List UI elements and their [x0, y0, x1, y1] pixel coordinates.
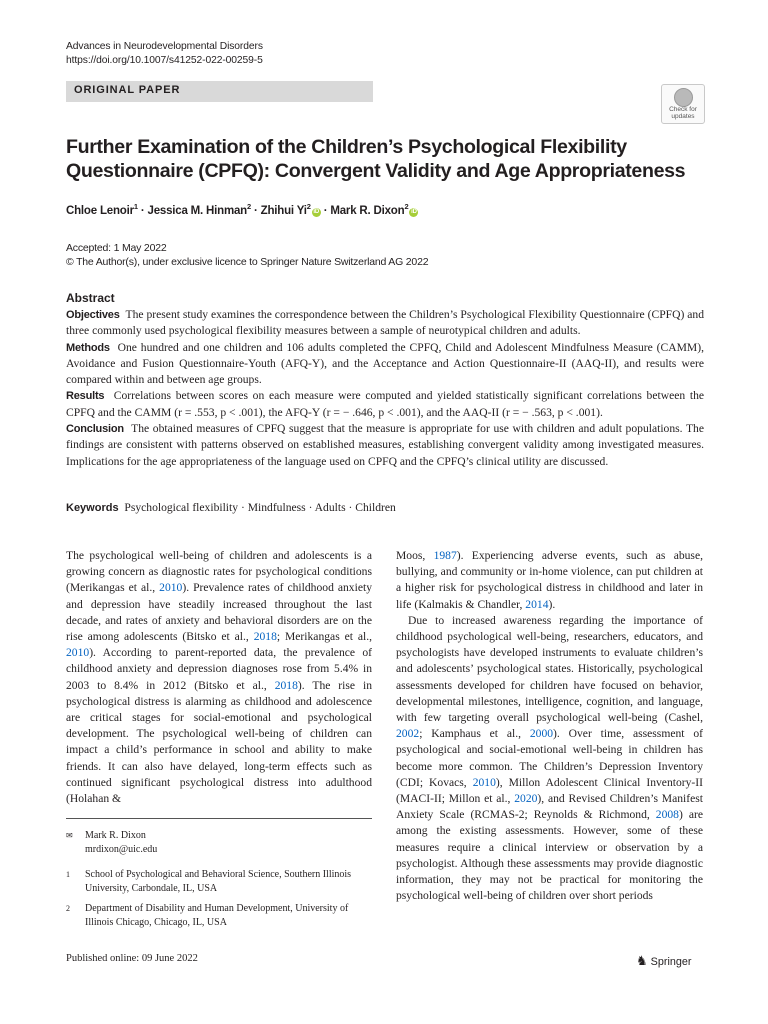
- body-text: ; Kamphaus et al.,: [419, 727, 530, 741]
- journal-name: Advances in Neurodevelopmental Disorders: [66, 41, 263, 52]
- citation-link[interactable]: 2010: [66, 646, 90, 660]
- affiliation-mark: 1: [66, 870, 70, 879]
- author-name[interactable]: Zhihui Yi: [260, 204, 307, 217]
- affiliation-1: [66, 868, 372, 895]
- footnote-divider: [66, 818, 372, 819]
- publisher-name: Springer: [650, 956, 692, 968]
- abstract-text: The present study examines the correspondence between the Children’s Psychological Flexibility Questionnaire (CPFQ) and three commonly used psychological flexibility measures between a sample of neurotypical children and adults.: [66, 308, 705, 338]
- envelope-icon: ✉: [66, 831, 73, 840]
- copyright-line: © The Author(s), under exclusive licence to Springer Nature Switzerland AG 2022: [66, 256, 429, 268]
- author-separator: ·: [320, 204, 331, 217]
- abstract-label: Conclusion: [66, 423, 124, 436]
- citation-link[interactable]: 1987: [433, 549, 457, 562]
- author-name[interactable]: Jessica M. Hinman: [147, 204, 248, 217]
- article-type-badge: [66, 81, 373, 102]
- author-separator: ·: [251, 204, 261, 217]
- body-text: ) are among the existing assessments. However, some of these measures require a clinical interview or observation by a psychologist. Although these assessments may provide diagnostic information, they may not be practical for monitoring the psychological well-being of children over short periods: [396, 808, 703, 903]
- keywords-line: [66, 501, 396, 514]
- body-text: ). The rise in psychological distress is alarming as childhood and adolescence are critical stages for social-emotional and psychological development. The psychological well-being of children can impact a child’s performance in school and ability to make friends. It can also have delayed, long-term effects such as continued significant psychological distress into adulthood (Holahan &: [66, 678, 373, 806]
- orcid-icon[interactable]: iD: [411, 208, 417, 215]
- abstract-results: [66, 388, 704, 421]
- abstract-objectives: [66, 307, 704, 340]
- abstract-label: Objectives: [66, 309, 120, 321]
- author-separator: ·: [137, 204, 148, 217]
- body-text: ).: [548, 597, 556, 611]
- contact-name: Mark R. Dixon: [85, 830, 146, 841]
- body-text: ). Over time, assessment of psychological and social-emotional well-being in children has become more common. The Children’s Depression Inventory (CDI; Kovacs,: [396, 727, 703, 789]
- body-text: ), Millon Adolescent Clinical Inventory-II (MACI-II; Millon et al.,: [396, 775, 704, 806]
- citation-link[interactable]: 2002: [396, 727, 420, 741]
- orcid-icon[interactable]: iD: [313, 208, 320, 215]
- article-dates: [66, 241, 428, 269]
- abstract-label: Methods: [66, 341, 110, 354]
- affiliation-mark: 2: [66, 904, 70, 913]
- check-updates-icon: [674, 88, 693, 107]
- accepted-date: Accepted: 1 May 2022: [66, 242, 167, 254]
- author-name[interactable]: Chloe Lenoir: [66, 204, 134, 217]
- author-list: [66, 202, 418, 217]
- abstract-body: [66, 307, 704, 470]
- affiliation-text: School of Psychological and Behavioral Science, Southern Illinois University, Carbondale, IL, USA: [85, 869, 352, 894]
- abstract-text: The obtained measures of CPFQ suggest that the measure is appropriate for use with children and adult populations. The findings are consistent with patterns observed on established measures, establishing convergent validity among investigated measures. Implications for the age appropriateness of the language used on CPFQ and the CPFQ’s clinical utility are discussed.: [66, 422, 705, 468]
- keywords-text: Psychological flexibility · Mindfulness · Adults · Children: [124, 501, 396, 514]
- citation-link[interactable]: 2008: [655, 808, 679, 822]
- citation-link[interactable]: 2018: [274, 678, 298, 692]
- author-affiliation-mark: 2: [404, 202, 409, 211]
- author-affiliation-mark: 2: [306, 202, 311, 211]
- corresponding-author-note: [66, 829, 372, 856]
- contact-email[interactable]: mrdixon@uic.edu: [85, 843, 158, 855]
- abstract-text: Correlations between scores on each measure were computed and yielded statistically significant correlations between the CPFQ and the CAMM (r = .553, p < .001), the AFQ-Y (r = − .646, p < .001), and the AAQ-II (r = − .563, p < .001).: [66, 389, 705, 419]
- affiliation-2: [66, 902, 372, 929]
- body-text: The psychological well-being of children and adolescents is a growing concern as diagnostic rates for psychological conditions (Merikangas et al.,: [66, 549, 372, 595]
- body-text: Due to increased awareness regarding the importance of childhood psychological well-being, researchers, educators, and psychologists have developed instruments to evaluate children’s and adolescents’ psychological states. Historically, psychological assessments developed for children have focused on behavior, developmental milestones, intelligence, cognition, and language, with few targeting overall psychological well-being (Cashel,: [396, 613, 703, 725]
- keywords-label: Keywords: [66, 502, 119, 514]
- publisher-logo[interactable]: [636, 953, 691, 969]
- article-type-label: ORIGINAL PAPER: [74, 84, 181, 96]
- springer-horse-icon: ♞: [636, 953, 648, 968]
- body-column-left: [66, 548, 372, 807]
- author-affiliation-mark: 2: [247, 202, 251, 211]
- check-for-updates-button[interactable]: [661, 84, 705, 124]
- author-affiliation-mark: 1: [133, 202, 138, 211]
- abstract-label: Results: [66, 390, 105, 403]
- body-text: ; Merikangas et al.,: [276, 630, 372, 644]
- check-updates-label: Check for updates: [669, 106, 697, 120]
- body-paragraph: [396, 548, 703, 613]
- body-text: ). According to parent-reported data, the prevalence of childhood anxiety and depression diagnoses rose from 5.4% in 2003 to 8.4% in 2012 (Bitsko et al.,: [66, 646, 372, 692]
- citation-link[interactable]: 2014: [525, 597, 549, 611]
- citation-link[interactable]: 2000: [529, 727, 554, 741]
- author-name[interactable]: Mark R. Dixon: [330, 204, 405, 217]
- abstract-conclusion: [66, 421, 704, 470]
- body-text: ). Experiencing adverse events, such as abuse, bullying, and community or in-home violence, can put children at a higher risk for psychological distress in childhood and later in life (Kalmakis & Chandler,: [396, 549, 703, 611]
- abstract-methods: [66, 340, 704, 389]
- body-column-right: [396, 548, 703, 904]
- body-text: ). Prevalence rates of childhood anxiety and depression have steadily increased throughout the last decade, and rates of anxiety and behavioral disorders are on the rise among adolescents (Bitsko et al.,: [66, 581, 372, 644]
- affiliation-text: Department of Disability and Human Development, University of Illinois Chicago, Chicago, IL, USA: [85, 903, 349, 928]
- citation-link[interactable]: 2010: [159, 581, 183, 595]
- citation-link[interactable]: 2010: [472, 775, 496, 789]
- body-text: ), and Revised Children’s Manifest Anxiety Scale (RCMAS-2; Reynolds & Richmond,: [396, 792, 703, 822]
- citation-link[interactable]: 2020: [514, 792, 538, 806]
- page-title: Further Examination of the Children’s Psychological Flexibility Questionnaire (CPFQ): Convergent Validity and Age Appropriateness: [66, 136, 686, 182]
- body-paragraph: [396, 613, 703, 905]
- body-text: Moos,: [396, 549, 434, 562]
- abstract-heading: Abstract: [66, 291, 115, 305]
- body-paragraph: [66, 548, 372, 807]
- published-date: Published online: 09 June 2022: [66, 953, 198, 964]
- doi-link[interactable]: https://doi.org/10.1007/s41252-022-00259-5: [66, 55, 263, 66]
- abstract-text: One hundred and one children and 106 adults completed the CPFQ, Child and Adolescent Mindfulness Measure (CAMM), Avoidance and Fusion Questionnaire-Youth (AFQ-Y), and the Acceptance and Action Questionnaire-II (AAQ-II), and results were compared within and between age groups.: [66, 340, 705, 387]
- citation-link[interactable]: 2018: [253, 630, 277, 644]
